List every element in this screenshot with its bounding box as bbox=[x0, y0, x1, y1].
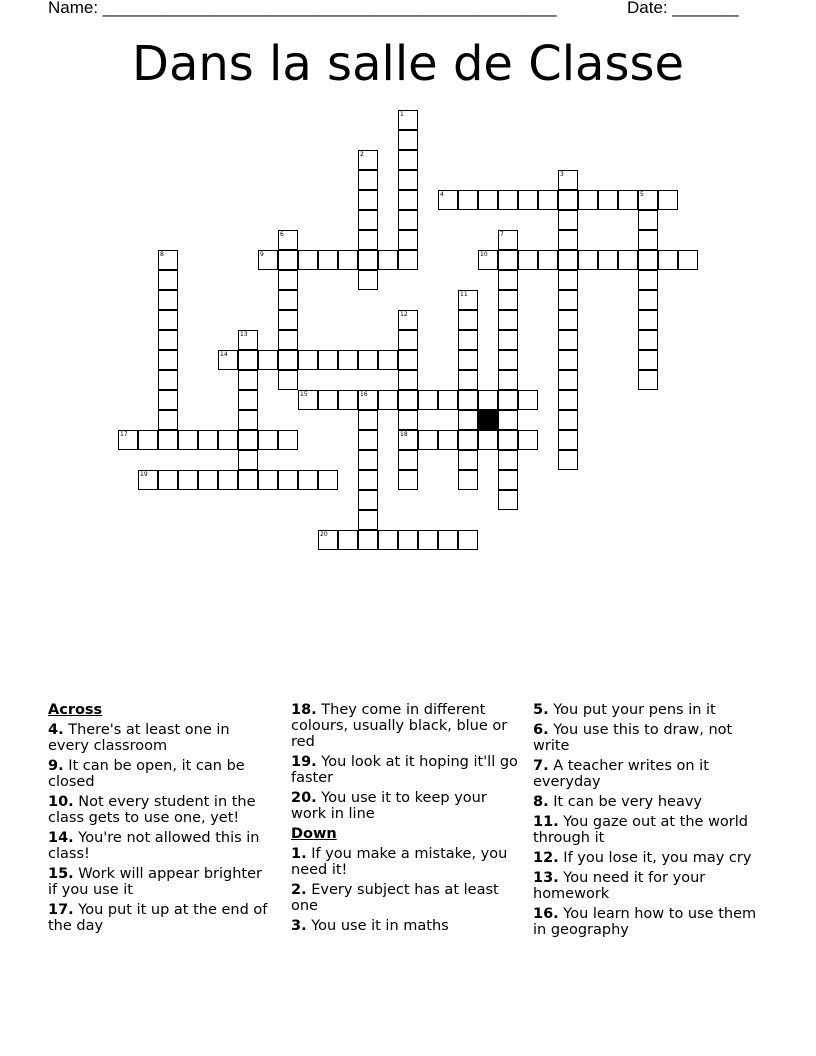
grid-cell[interactable] bbox=[318, 470, 338, 490]
grid-cell[interactable] bbox=[238, 330, 258, 350]
grid-cell[interactable] bbox=[278, 230, 298, 250]
grid-cell[interactable] bbox=[558, 370, 578, 390]
grid-cell[interactable] bbox=[458, 290, 478, 310]
grid-cell[interactable] bbox=[378, 390, 398, 410]
clue-item bbox=[533, 794, 765, 810]
grid-cell[interactable] bbox=[398, 110, 418, 130]
grid-cell[interactable] bbox=[298, 390, 318, 410]
grid-cell[interactable] bbox=[238, 370, 258, 390]
grid-cell[interactable] bbox=[498, 330, 518, 350]
grid-cell[interactable] bbox=[278, 250, 298, 270]
grid-cell[interactable] bbox=[558, 330, 578, 350]
grid-cell[interactable] bbox=[558, 350, 578, 370]
date-field[interactable]: Date: _______ bbox=[627, 0, 739, 17]
grid-cell[interactable] bbox=[198, 430, 218, 450]
grid-cell[interactable] bbox=[398, 170, 418, 190]
grid-cell[interactable] bbox=[558, 290, 578, 310]
grid-cell[interactable] bbox=[238, 430, 258, 450]
grid-cell[interactable] bbox=[498, 290, 518, 310]
grid-cell[interactable] bbox=[498, 310, 518, 330]
grid-cell[interactable] bbox=[238, 350, 258, 370]
clues-column-3 bbox=[533, 702, 765, 942]
clue-num: 6. bbox=[533, 722, 549, 738]
grid-cell[interactable] bbox=[498, 410, 518, 430]
grid-cell[interactable] bbox=[238, 410, 258, 430]
clue-text: You use it to keep your work in line bbox=[291, 790, 487, 822]
grid-cell[interactable] bbox=[658, 190, 678, 210]
grid-cell[interactable] bbox=[498, 370, 518, 390]
grid-cell[interactable] bbox=[358, 170, 378, 190]
grid-cell[interactable] bbox=[638, 190, 658, 210]
grid-cell[interactable] bbox=[518, 390, 538, 410]
clue-text: You gaze out at the world through it bbox=[533, 814, 748, 846]
grid-cell[interactable] bbox=[338, 250, 358, 270]
clue-num: 3. bbox=[291, 918, 307, 934]
grid-cell[interactable] bbox=[398, 330, 418, 350]
grid-cell[interactable] bbox=[518, 430, 538, 450]
grid-cell[interactable] bbox=[398, 230, 418, 250]
grid-cell[interactable] bbox=[238, 390, 258, 410]
grid-cell[interactable] bbox=[158, 310, 178, 330]
grid-cell[interactable] bbox=[458, 330, 478, 350]
clue-text: Not every student in the class gets to use one, yet! bbox=[48, 794, 256, 826]
clues-column-2 bbox=[291, 702, 521, 938]
grid-cell[interactable] bbox=[358, 530, 378, 550]
grid-cell[interactable] bbox=[458, 310, 478, 330]
grid-cell[interactable] bbox=[398, 470, 418, 490]
clue-number: 10 bbox=[480, 251, 488, 258]
grid-cell[interactable] bbox=[598, 250, 618, 270]
clue-number: 11 bbox=[460, 291, 468, 298]
clue-item bbox=[291, 882, 521, 914]
clue-num: 16. bbox=[533, 906, 559, 922]
grid-cell[interactable] bbox=[358, 230, 378, 250]
grid-cell[interactable] bbox=[138, 430, 158, 450]
grid-cell[interactable] bbox=[658, 250, 678, 270]
grid-cell[interactable] bbox=[438, 530, 458, 550]
grid-cell[interactable] bbox=[398, 410, 418, 430]
name-field[interactable]: Name: ________________________________________________ bbox=[48, 0, 557, 17]
grid-cell[interactable] bbox=[498, 270, 518, 290]
grid-cell[interactable] bbox=[158, 250, 178, 270]
grid-cell[interactable] bbox=[398, 450, 418, 470]
clue-number: 1 bbox=[400, 111, 404, 118]
grid-cell[interactable] bbox=[218, 350, 238, 370]
grid-cell[interactable] bbox=[418, 530, 438, 550]
grid-cell[interactable] bbox=[398, 530, 418, 550]
grid-cell[interactable] bbox=[558, 430, 578, 450]
clue-text: Work will appear brighter if you use it bbox=[48, 866, 263, 898]
grid-cell[interactable] bbox=[118, 430, 138, 450]
clue-text: A teacher writes on it everyday bbox=[533, 758, 709, 790]
grid-cell[interactable] bbox=[278, 370, 298, 390]
grid-cell[interactable] bbox=[218, 470, 238, 490]
clue-num: 12. bbox=[533, 850, 559, 866]
clues-column-1 bbox=[48, 702, 274, 938]
clue-text: Every subject has at least one bbox=[291, 882, 499, 914]
clue-num: 13. bbox=[533, 870, 559, 886]
grid-cell[interactable] bbox=[418, 390, 438, 410]
clue-text: You look at it hoping it'll go faster bbox=[291, 754, 518, 786]
clue-number: 15 bbox=[300, 391, 308, 398]
grid-cell[interactable] bbox=[278, 470, 298, 490]
grid-cell[interactable] bbox=[458, 190, 478, 210]
grid-cell[interactable] bbox=[158, 410, 178, 430]
grid-cell[interactable] bbox=[398, 130, 418, 150]
clue-num: 1. bbox=[291, 846, 307, 862]
clue-item bbox=[291, 702, 521, 750]
grid-cell[interactable] bbox=[518, 250, 538, 270]
clue-num: 8. bbox=[533, 794, 549, 810]
clue-item bbox=[533, 722, 765, 754]
clue-num: 14. bbox=[48, 830, 74, 846]
grid-cell[interactable] bbox=[558, 450, 578, 470]
clue-number: 18 bbox=[400, 431, 408, 438]
grid-cell[interactable] bbox=[158, 390, 178, 410]
grid-cell[interactable] bbox=[258, 430, 278, 450]
grid-cell[interactable] bbox=[558, 210, 578, 230]
grid-cell[interactable] bbox=[558, 230, 578, 250]
grid-cell[interactable] bbox=[178, 470, 198, 490]
grid-cell[interactable] bbox=[298, 470, 318, 490]
grid-cell[interactable] bbox=[638, 250, 658, 270]
page-title: Dans la salle de Classe bbox=[131, 36, 685, 92]
grid-cell[interactable] bbox=[138, 470, 158, 490]
clue-num: 2. bbox=[291, 882, 307, 898]
grid-cell[interactable] bbox=[578, 250, 598, 270]
clue-number: 8 bbox=[160, 251, 164, 258]
grid-cell[interactable] bbox=[338, 390, 358, 410]
clue-number: 19 bbox=[140, 471, 148, 478]
clue-item bbox=[533, 758, 765, 790]
clue-text: If you make a mistake, you need it! bbox=[291, 846, 508, 878]
clue-text: You put your pens in it bbox=[548, 702, 716, 718]
grid-cell[interactable] bbox=[498, 490, 518, 510]
black-cell bbox=[478, 410, 498, 430]
grid-cell[interactable] bbox=[218, 430, 238, 450]
clue-num: 7. bbox=[533, 758, 549, 774]
clue-item bbox=[48, 830, 274, 862]
grid-cell[interactable] bbox=[358, 450, 378, 470]
grid-cell[interactable] bbox=[558, 410, 578, 430]
clue-text: It can be open, it can be closed bbox=[48, 758, 245, 790]
grid-cell[interactable] bbox=[358, 270, 378, 290]
clue-num: 18. bbox=[291, 702, 317, 718]
clue-num: 15. bbox=[48, 866, 74, 882]
grid-cell[interactable] bbox=[678, 250, 698, 270]
clue-num: 11. bbox=[533, 814, 559, 830]
grid-cell[interactable] bbox=[478, 250, 498, 270]
grid-cell[interactable] bbox=[358, 410, 378, 430]
grid-cell[interactable] bbox=[278, 430, 298, 450]
clue-number: 5 bbox=[640, 191, 644, 198]
grid-cell[interactable] bbox=[438, 190, 458, 210]
grid-cell[interactable] bbox=[398, 190, 418, 210]
clue-item bbox=[533, 702, 765, 718]
grid-cell[interactable] bbox=[258, 470, 278, 490]
grid-cell[interactable] bbox=[498, 430, 518, 450]
grid-cell[interactable] bbox=[458, 370, 478, 390]
clue-num: 9. bbox=[48, 758, 64, 774]
grid-cell[interactable] bbox=[158, 470, 178, 490]
grid-cell[interactable] bbox=[498, 350, 518, 370]
grid-cell[interactable] bbox=[478, 390, 498, 410]
grid-cell[interactable] bbox=[498, 250, 518, 270]
grid-cell[interactable] bbox=[318, 390, 338, 410]
clue-item bbox=[48, 902, 274, 934]
grid-cell[interactable] bbox=[158, 290, 178, 310]
grid-cell[interactable] bbox=[318, 350, 338, 370]
grid-cell[interactable] bbox=[318, 530, 338, 550]
grid-cell[interactable] bbox=[158, 330, 178, 350]
clue-item bbox=[291, 790, 521, 822]
clue-num: 20. bbox=[291, 790, 317, 806]
grid-cell[interactable] bbox=[638, 310, 658, 330]
grid-cell[interactable] bbox=[558, 390, 578, 410]
grid-cell[interactable] bbox=[458, 350, 478, 370]
clue-number: 12 bbox=[400, 311, 408, 318]
grid-cell[interactable] bbox=[458, 450, 478, 470]
grid-cell[interactable] bbox=[418, 430, 438, 450]
clue-item bbox=[533, 906, 765, 938]
clue-item bbox=[48, 758, 274, 790]
grid-cell[interactable] bbox=[378, 350, 398, 370]
grid-cell[interactable] bbox=[638, 210, 658, 230]
grid-cell[interactable] bbox=[638, 330, 658, 350]
grid-cell[interactable] bbox=[358, 250, 378, 270]
grid-cell[interactable] bbox=[478, 430, 498, 450]
grid-cell[interactable] bbox=[458, 390, 478, 410]
grid-cell[interactable] bbox=[438, 390, 458, 410]
grid-cell[interactable] bbox=[278, 310, 298, 330]
grid-cell[interactable] bbox=[398, 390, 418, 410]
grid-cell[interactable] bbox=[618, 190, 638, 210]
clue-text: You need it for your homework bbox=[533, 870, 706, 902]
clue-num: 19. bbox=[291, 754, 317, 770]
grid-cell[interactable] bbox=[398, 210, 418, 230]
grid-cell[interactable] bbox=[558, 170, 578, 190]
grid-cell[interactable] bbox=[558, 270, 578, 290]
grid-cell[interactable] bbox=[278, 290, 298, 310]
grid-cell[interactable] bbox=[298, 350, 318, 370]
clue-item bbox=[48, 866, 274, 898]
clue-text: You're not allowed this in class! bbox=[48, 830, 260, 862]
grid-cell[interactable] bbox=[398, 370, 418, 390]
clue-text: It can be very heavy bbox=[548, 794, 702, 810]
clue-number: 16 bbox=[360, 391, 368, 398]
grid-cell[interactable] bbox=[158, 370, 178, 390]
grid-cell[interactable] bbox=[438, 430, 458, 450]
grid-cell[interactable] bbox=[338, 350, 358, 370]
grid-cell[interactable] bbox=[358, 150, 378, 170]
clue-num: 10. bbox=[48, 794, 74, 810]
grid-cell[interactable] bbox=[298, 250, 318, 270]
grid-cell[interactable] bbox=[478, 190, 498, 210]
down-heading: Down bbox=[291, 826, 337, 842]
grid-cell[interactable] bbox=[358, 510, 378, 530]
clue-item bbox=[533, 814, 765, 846]
clue-text: They come in different colours, usually black, blue or red bbox=[291, 702, 508, 750]
grid-cell[interactable] bbox=[158, 430, 178, 450]
grid-cell[interactable] bbox=[358, 390, 378, 410]
grid-cell[interactable] bbox=[158, 350, 178, 370]
grid-cell[interactable] bbox=[458, 530, 478, 550]
grid-cell[interactable] bbox=[558, 190, 578, 210]
grid-cell[interactable] bbox=[258, 350, 278, 370]
grid-cell[interactable] bbox=[498, 470, 518, 490]
clue-number: 17 bbox=[120, 431, 128, 438]
clue-number: 4 bbox=[440, 191, 444, 198]
grid-cell[interactable] bbox=[358, 350, 378, 370]
clue-item bbox=[533, 870, 765, 902]
grid-cell[interactable] bbox=[538, 190, 558, 210]
grid-cell[interactable] bbox=[638, 370, 658, 390]
grid-cell[interactable] bbox=[518, 190, 538, 210]
clue-num: 4. bbox=[48, 722, 64, 738]
grid-cell[interactable] bbox=[638, 290, 658, 310]
grid-cell[interactable] bbox=[618, 250, 638, 270]
grid-cell[interactable] bbox=[238, 450, 258, 470]
grid-cell[interactable] bbox=[458, 410, 478, 430]
grid-cell[interactable] bbox=[278, 270, 298, 290]
clue-text: You learn how to use them in geography bbox=[533, 906, 757, 938]
clue-number: 13 bbox=[240, 331, 248, 338]
grid-cell[interactable] bbox=[638, 350, 658, 370]
grid-cell[interactable] bbox=[558, 250, 578, 270]
clue-num: 17. bbox=[48, 902, 74, 918]
grid-cell[interactable] bbox=[198, 470, 218, 490]
clue-text: You put it up at the end of the day bbox=[48, 902, 268, 934]
grid-cell[interactable] bbox=[178, 430, 198, 450]
grid-cell[interactable] bbox=[558, 310, 578, 330]
clue-number: 7 bbox=[500, 231, 504, 238]
grid-cell[interactable] bbox=[498, 190, 518, 210]
grid-cell[interactable] bbox=[578, 190, 598, 210]
clue-item bbox=[291, 918, 521, 934]
grid-cell[interactable] bbox=[358, 210, 378, 230]
across-heading: Across bbox=[48, 702, 103, 718]
grid-cell[interactable] bbox=[638, 270, 658, 290]
grid-cell[interactable] bbox=[598, 190, 618, 210]
clue-number: 2 bbox=[360, 151, 364, 158]
grid-cell[interactable] bbox=[358, 470, 378, 490]
clue-item bbox=[48, 794, 274, 826]
grid-cell[interactable] bbox=[458, 430, 478, 450]
clue-text: If you lose it, you may cry bbox=[558, 850, 752, 866]
grid-cell[interactable] bbox=[498, 390, 518, 410]
grid-cell[interactable] bbox=[238, 470, 258, 490]
grid-cell[interactable] bbox=[258, 250, 278, 270]
clue-item bbox=[533, 850, 765, 866]
grid-cell[interactable] bbox=[538, 250, 558, 270]
grid-cell[interactable] bbox=[378, 530, 398, 550]
clue-number: 3 bbox=[560, 171, 564, 178]
clue-item bbox=[291, 754, 521, 786]
grid-cell[interactable] bbox=[398, 310, 418, 330]
grid-cell[interactable] bbox=[318, 250, 338, 270]
grid-cell[interactable] bbox=[158, 270, 178, 290]
clue-item bbox=[291, 846, 521, 878]
grid-cell[interactable] bbox=[378, 250, 398, 270]
clue-text: You use it in maths bbox=[306, 918, 449, 934]
grid-cell[interactable] bbox=[278, 330, 298, 350]
clue-number: 6 bbox=[280, 231, 284, 238]
clue-number: 14 bbox=[220, 351, 228, 358]
grid-cell[interactable] bbox=[398, 430, 418, 450]
grid-cell[interactable] bbox=[398, 250, 418, 270]
grid-cell[interactable] bbox=[638, 230, 658, 250]
clue-text: You use this to draw, not write bbox=[533, 722, 733, 754]
grid-cell[interactable] bbox=[278, 350, 298, 370]
clue-item bbox=[48, 722, 274, 754]
grid-cell[interactable] bbox=[458, 470, 478, 490]
grid-cell[interactable] bbox=[398, 150, 418, 170]
clue-number: 9 bbox=[260, 251, 264, 258]
grid-cell[interactable] bbox=[358, 490, 378, 510]
grid-cell[interactable] bbox=[398, 350, 418, 370]
grid-cell[interactable] bbox=[498, 450, 518, 470]
clue-number: 20 bbox=[320, 531, 328, 538]
grid-cell[interactable] bbox=[338, 530, 358, 550]
grid-cell[interactable] bbox=[498, 230, 518, 250]
clue-num: 5. bbox=[533, 702, 549, 718]
clue-text: There's at least one in every classroom bbox=[48, 722, 230, 754]
grid-cell[interactable] bbox=[358, 430, 378, 450]
grid-cell[interactable] bbox=[358, 190, 378, 210]
